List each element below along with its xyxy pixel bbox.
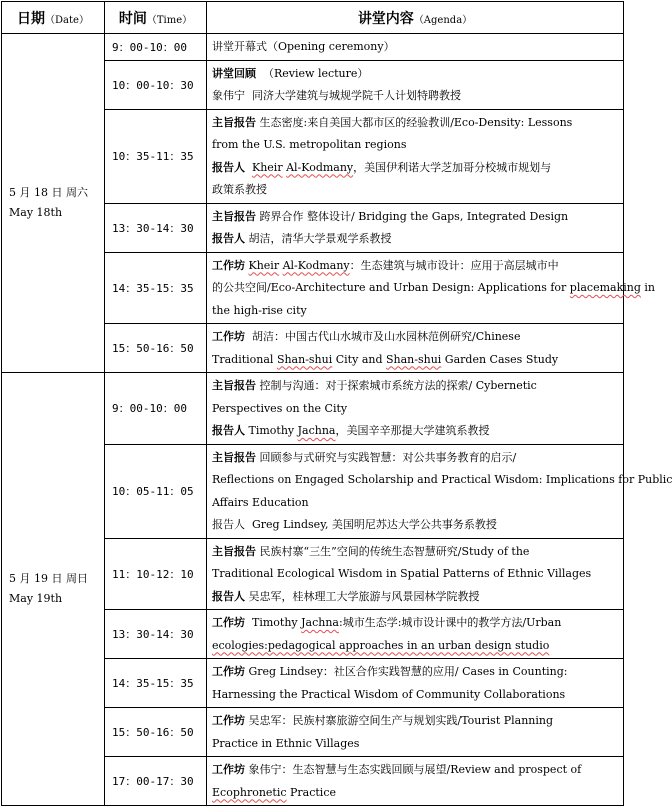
agenda-label: 报告人 (212, 232, 245, 245)
agenda-line (212, 684, 618, 707)
agenda-text: Practice in Ethnic Villages (212, 736, 360, 750)
agenda-text: Kheir (248, 258, 280, 272)
agenda-content-cell (207, 203, 624, 252)
agenda-text: 胡洁：中国古代山水城市及山水园林范例研究/Chinese (245, 330, 521, 343)
agenda-text: Shan-shui (276, 352, 333, 366)
agenda-text: ecologies:pedagogical approaches in an urban design studio (212, 638, 550, 652)
agenda-text: Kheir (252, 160, 283, 174)
agenda-label: 工作坊 (212, 616, 245, 629)
agenda-label: 工作坊 (212, 763, 245, 776)
agenda-header-en: （Agenda） (413, 14, 473, 26)
time-cell: 14：35-15：35 (105, 659, 207, 708)
agenda-text: 民族村寨“三生”空间的传统生态智慧研究/Study of the (256, 544, 530, 558)
agenda-text: in (640, 281, 655, 294)
date-column-header (2, 2, 105, 34)
day2-date-cell (2, 373, 105, 806)
agenda-line (212, 563, 618, 586)
agenda-line (212, 326, 618, 349)
agenda-label: 报告人 (212, 160, 245, 174)
agenda-content-cell (207, 659, 624, 708)
date-zh: 5 月 19 日 周日 (9, 572, 88, 585)
agenda-text: Shan-shui (386, 352, 442, 366)
time-cell: 15：50-16：50 (105, 324, 207, 373)
agenda-line (212, 349, 618, 372)
agenda-line (212, 277, 655, 300)
agenda-text: 回顾参与式研究与实践智慧：对公共事务教育的启示/ (256, 450, 517, 464)
agenda-text: 吴忠军：民族村寨旅游空间生产与规划实践/Tourist Planning (245, 714, 554, 727)
agenda-line (212, 179, 618, 202)
agenda-line (212, 420, 618, 443)
day1-date-cell (2, 34, 105, 373)
agenda-label: 主旨报告 (212, 450, 256, 464)
time-cell: 9：00-10：00 (105, 373, 207, 445)
time-cell: 9：00-10：00 (105, 34, 207, 61)
agenda-line (212, 635, 618, 658)
time-cell: 13：30-14：30 (105, 203, 207, 252)
agenda-line (212, 228, 618, 251)
agenda-line (212, 36, 618, 59)
agenda-text: 生态密度:来自美国大都市区的经验教训/Eco-Density: Lessons (256, 115, 573, 129)
agenda-content-cell (207, 538, 624, 610)
agenda-line (212, 759, 618, 782)
time-header-zh: 时间 (118, 10, 147, 27)
agenda-text: 跨界合作 整体设计/ Bridging the Gaps, Integrated Design (256, 209, 569, 223)
agenda-text: 政策系教授 (212, 183, 267, 196)
agenda-text: City and (332, 352, 386, 366)
agenda-text: Greg Lindsey：社区合作实践智慧的应用/ Cases in Counting: (245, 665, 568, 678)
agenda-content-cell (207, 252, 655, 324)
agenda-label: 讲堂回顾 (212, 66, 256, 80)
agenda-column-header (207, 2, 624, 34)
time-column-header (105, 2, 207, 34)
agenda-table (1, 1, 672, 806)
date-header-en: （Date） (45, 14, 89, 26)
agenda-text: 控制与沟通：对于探索城市系统方法的探索/ Cybernetic (256, 379, 537, 392)
agenda-line (212, 661, 618, 684)
agenda-text: ，美国伊利诺大学芝加哥分校城市规划与 (353, 160, 552, 174)
agenda-line (212, 134, 618, 157)
agenda-text: Reflections on Engaged Scholarship and Practical Wisdom: Implications for Public (212, 473, 672, 486)
agenda-text: Jachna (297, 424, 336, 437)
agenda-text: 的公共空间/Eco-Architecture and Urban Design: Applications for (212, 281, 570, 294)
agenda-label: 报告人 (212, 589, 245, 603)
agenda-text: Traditional Ecological Wisdom in Spatial Patterns of Ethnic Villages (212, 567, 592, 580)
agenda-content-cell (207, 373, 624, 445)
time-cell: 10：00-10：30 (105, 60, 207, 109)
agenda-line (212, 375, 618, 398)
agenda-content-cell (207, 444, 672, 538)
agenda-content-cell (207, 109, 624, 203)
agenda-text: 报告人 Greg Lindsey, 美国明尼苏达大学公共事务系教授 (212, 518, 497, 531)
agenda-text: ：生态建筑与城市设计：应用于高层城市中 (349, 258, 559, 272)
agenda-label: 主旨报告 (212, 209, 256, 223)
agenda-text: Timothy (245, 424, 298, 437)
agenda-text: Garden Cases Study (441, 352, 559, 366)
agenda-line (212, 586, 618, 609)
agenda-text: from the U.S. metropolitan regions (212, 138, 407, 151)
agenda-content-cell (207, 324, 624, 373)
agenda-header-zh: 讲堂内容 (357, 10, 414, 27)
time-cell: 11：10-12：10 (105, 538, 207, 610)
agenda-line (212, 85, 618, 108)
agenda-text: Traditional (212, 352, 277, 366)
agenda-text: ，美国辛辛那提大学建筑系教授 (335, 424, 490, 437)
date-zh: 5 月 18 日 周六 (9, 186, 88, 199)
agenda-line (212, 733, 618, 756)
time-header-en: （Time） (146, 14, 193, 26)
agenda-line (212, 492, 618, 515)
agenda-line (212, 63, 618, 86)
agenda-content-cell (207, 757, 624, 806)
agenda-line (212, 206, 618, 229)
agenda-text: 象伟宁：生态智慧与生态实践回顾与展望/Review and prospect of (245, 763, 582, 776)
agenda-text (245, 161, 252, 174)
agenda-text: Practice (286, 785, 336, 799)
agenda-line (212, 469, 672, 492)
agenda-text: Jachna (301, 616, 339, 629)
agenda-text: 象伟宁 同济大学建筑与城规学院千人计划特聘教授 (212, 89, 461, 102)
agenda-line (212, 112, 618, 135)
agenda-text: 胡洁，清华大学景观学系教授 (245, 232, 392, 245)
agenda-text: placemaking (569, 281, 641, 294)
agenda-line (212, 300, 618, 323)
agenda-content-cell (207, 610, 624, 659)
agenda-row (2, 373, 624, 445)
agenda-text: Al-Kodmany (282, 258, 350, 272)
agenda-line (212, 541, 618, 564)
agenda-label: 主旨报告 (212, 115, 256, 129)
agenda-text: Affairs Education (212, 495, 309, 509)
agenda-label: 工作坊 (212, 714, 245, 727)
agenda-content-cell (207, 60, 624, 109)
time-cell: 14：35-15：35 (105, 252, 207, 324)
agenda-text: Perspectives on the City (212, 401, 348, 415)
time-cell: 15：50-16：50 (105, 708, 207, 757)
agenda-line (212, 514, 618, 537)
time-cell: 13：30-14：30 (105, 610, 207, 659)
agenda-text: 讲堂开幕式（Opening ceremony） (212, 40, 395, 53)
date-en: May 19th (9, 592, 63, 605)
agenda-text: （Review lecture） (256, 66, 369, 80)
agenda-label: 报告人 (212, 424, 245, 437)
agenda-row (2, 34, 624, 61)
time-cell: 10：05-11：05 (105, 444, 207, 538)
agenda-body (2, 34, 672, 806)
agenda-text: :城市生态学:城市设计课中的教学方法/Urban (338, 616, 562, 629)
agenda-content-cell (207, 708, 624, 757)
agenda-content-cell (207, 34, 624, 61)
date-header-zh: 日期 (17, 10, 46, 27)
agenda-text: the high-rise city (212, 303, 307, 317)
agenda-text: 吴忠军，桂林理工大学旅游与风景园林学院教授 (245, 589, 480, 603)
agenda-line (212, 782, 618, 805)
agenda-text: Timothy (245, 616, 302, 629)
agenda-text: Ecophronetic (212, 785, 287, 799)
agenda-label: 主旨报告 (212, 544, 256, 558)
agenda-line (212, 398, 618, 421)
header-row (2, 2, 624, 34)
agenda-line (212, 447, 618, 470)
time-cell: 17：00-17：30 (105, 757, 207, 806)
date-en: May 18th (9, 206, 63, 219)
agenda-label: 工作坊 (212, 258, 245, 272)
agenda-text: Al-Kodmany (286, 160, 354, 174)
time-cell: 10：35-11：35 (105, 109, 207, 203)
agenda-text: Harnessing the Practical Wisdom of Community Collaborations (212, 687, 566, 701)
agenda-label: 主旨报告 (212, 379, 256, 392)
agenda-line (212, 157, 618, 180)
agenda-line (212, 612, 618, 635)
agenda-label: 工作坊 (212, 665, 245, 678)
agenda-line (212, 255, 618, 278)
agenda-line (212, 710, 618, 733)
agenda-label: 工作坊 (212, 330, 245, 343)
